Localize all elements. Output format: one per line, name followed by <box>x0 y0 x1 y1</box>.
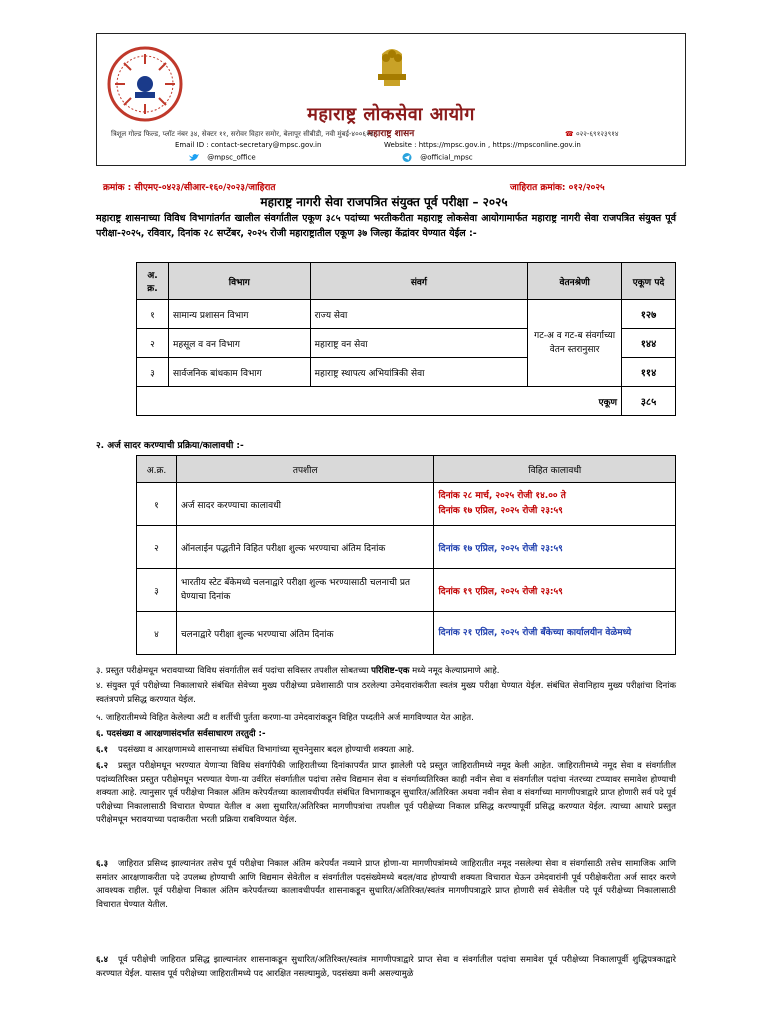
col-header-detail: तपशील <box>176 456 433 483</box>
total-row <box>137 387 676 416</box>
clause-6-2 <box>96 760 676 828</box>
paragraph-6-heading: ६. पदसंख्या व आरक्षणासंदर्भात सर्वसाधारण तरतुदी :- <box>96 729 266 739</box>
period-cell: दिनांक १९ एप्रिल, २०२५ रोजी २३:५९ <box>434 569 676 612</box>
clause-text: जाहिरात प्रसिध्द झाल्यानंतर तसेच पूर्व परीक्षेचा निकाल अंतिम करेपर्यंत नव्याने प्राप्त होणा-या मागणीपत्रांमध्ये जाहिरातीत नमूद नसलेल्या सेवा व संवर्गासाठी तसेच सामाजिक आणि समांतर आरक्षणाकरीता पदे उपलब्ध होण्याची आणि विद्यमान सेवेतील व संवर्गातील पदसंख्येमध्ये बदल/वाढ होण्याची शक्यता विचारात घेऊन उमेदवारांनी पूर्व परीक्षेकरीता अर्ज सादर करणे आवश्यक राहील. पूर्व परीक्षेचा निकाल अंतिम करेपर्यंतच्या कालावधीपर्यंत शासनाकडून सुधारित/अतिरिक्त/स्वतंत्र मागणीपत्राद्वारे प्राप्त होणारी सर्व सेवेतील पदे पूर्व परीक्षेच्या निकालासाठी विचारात घेण्यात येतील. <box>96 859 676 910</box>
reference-number: क्रमांक : सीएमए-०४२३/सीआर-१६०/२०२३/जाहिरात <box>103 183 276 193</box>
clause-number: ६.२ <box>96 761 109 771</box>
department-cell: सामान्य प्रशासन विभाग <box>168 300 310 329</box>
phone-number <box>565 130 619 139</box>
period-cell: दिनांक २१ एप्रिल, २०२५ रोजी बँकेच्या कार्यालयीन वेळेमध्ये <box>434 612 676 655</box>
clause-number: ६.४ <box>96 955 109 965</box>
period-cell: दिनांक १७ एप्रिल, २०२५ रोजी २३:५९ <box>434 526 676 569</box>
table-row <box>137 569 676 612</box>
detail-cell: चलनाद्वारे परीक्षा शुल्क भरण्याचा अंतिम दिनांक <box>176 612 433 655</box>
serial-cell: २ <box>137 526 177 569</box>
twitter-icon <box>189 153 199 162</box>
serial-cell: ४ <box>137 612 177 655</box>
telegram-handle[interactable] <box>402 153 473 162</box>
table-header-row <box>137 263 676 300</box>
cadre-cell: महाराष्ट्र स्थापत्य अभियांत्रिकी सेवा <box>310 358 528 387</box>
col-header-cadre: संवर्ग <box>310 263 528 300</box>
twitter-handle[interactable] <box>189 153 256 162</box>
col-header-serial: अ. क्र. <box>137 263 169 300</box>
office-address: त्रिशूल गोल्ड फिल्ड, प्लॉट नंबर ३४, सेक्टर ११, सरोवर विहार समोर, बेलापूर सीबीडी, नवी मुंबई-४००६१४ <box>111 130 374 138</box>
telegram-icon <box>402 153 412 162</box>
clause-6-1 <box>96 744 676 758</box>
clause-text: पदसंख्या व आरक्षणामध्ये शासनाच्या संबंधित विभागांच्या सूचनेनुसार बदल होण्याची शक्यता आहे. <box>118 745 415 755</box>
serial-cell: ३ <box>137 358 169 387</box>
telegram-text: @official_mpsc <box>420 153 473 162</box>
clause-number: ६.१ <box>96 745 109 755</box>
table-row <box>137 483 676 526</box>
twitter-text: @mpsc_office <box>207 153 256 162</box>
col-header-department: विभाग <box>168 263 310 300</box>
paragraph-3-tail: मध्ये नमूद केल्याप्रमाणे आहे. <box>412 666 500 676</box>
department-cell: महसूल व वन विभाग <box>168 329 310 358</box>
schedule-table <box>136 455 676 655</box>
annexure-link: परिशिष्ट-एक <box>371 666 410 676</box>
total-value: ३८५ <box>622 387 676 416</box>
website-link[interactable]: Website : https://mpsc.gov.in , https://mpsconline.gov.in <box>384 141 581 149</box>
col-header-total-posts: एकूण पदे <box>622 263 676 300</box>
table-row <box>137 612 676 655</box>
phone-text: ०२२-६९१२३९१४ <box>575 130 619 138</box>
posts-count-cell: ११४ <box>622 358 676 387</box>
col-header-pay-scale: वेतनश्रेणी <box>528 263 622 300</box>
detail-cell: अर्ज सादर करण्याचा कालावधी <box>176 483 433 526</box>
cadre-cell: राज्य सेवा <box>310 300 528 329</box>
section-2-heading: २. अर्ज सादर करण्याची प्रक्रिया/कालावधी :- <box>96 441 244 451</box>
posts-count-cell: १४४ <box>622 329 676 358</box>
col-header-serial: अ.क्र. <box>137 456 177 483</box>
period-start: दिनांक २८ मार्च, २०२५ रोजी १४.०० ते <box>438 491 566 501</box>
detail-cell: ऑनलाईन पद्धतीने विहित परीक्षा शुल्क भरण्याचा अंतिम दिनांक <box>176 526 433 569</box>
table-row <box>137 526 676 569</box>
posts-count-cell: १२७ <box>622 300 676 329</box>
table-header-row <box>137 456 676 483</box>
col-header-period: विहित कालावधी <box>434 456 676 483</box>
government-name: महाराष्ट्र शासन <box>367 129 415 139</box>
serial-cell: १ <box>137 300 169 329</box>
commission-name: महाराष्ट्र लोकसेवा आयोग <box>307 104 475 125</box>
intro-paragraph: महाराष्ट्र शासनाच्या विविध विभागांतर्गत खालील संवर्गातील एकूण ३८५ पदांच्या भरतीकरीता महाराष्ट्र लोकसेवा आयोगामार्फत महाराष्ट्र नागरी सेवा राजपत्रित संयुक्त पूर्व परीक्षा-२०२५, रविवार, दिनांक २८ सप्टेंबर, २०२५ रोजी महाराष्ट्रातील एकूण ३७ जिल्हा केंद्रांवर घेण्यात येईल :- <box>96 213 676 239</box>
clause-6-3 <box>96 858 676 912</box>
clause-text: पूर्व परीक्षेची जाहिरात प्रसिद्ध झाल्यानंतर शासनाकडून सुधारित/अतिरिक्त/स्वतंत्र मागणीपत्राद्वारे प्राप्त सेवा व संवर्गातील पदांचा समावेश पूर्व परीक्षेच्या निकालापूर्वी शुद्धिपत्रकाद्वारे करण्यात येईल. यास्तव पूर्व परीक्षेच्या जाहिरातीमध्ये पद आरक्षित नसल्यामुळे, पदसंख्या कमी असल्यामुळे <box>96 955 676 979</box>
serial-cell: २ <box>137 329 169 358</box>
clause-6-4 <box>96 954 676 981</box>
period-cell <box>434 483 676 526</box>
national-emblem-icon <box>372 44 412 92</box>
posts-table <box>136 262 676 416</box>
paragraph-3-text: ३. प्रस्तुत परीक्षेमधून भरावयाच्या विविध संवर्गातील सर्व पदांचा सविस्तर तपशील सोबतच्या <box>96 666 369 676</box>
phone-icon: ☎ <box>565 130 574 138</box>
paragraph-3 <box>96 665 676 679</box>
letterhead <box>96 33 686 166</box>
cadre-cell: महाराष्ट्र वन सेवा <box>310 329 528 358</box>
serial-cell: १ <box>137 483 177 526</box>
clause-number: ६.३ <box>96 859 109 869</box>
table-row <box>137 300 676 329</box>
paragraph-5: ५. जाहिरातीमध्ये विहित केलेल्या अटी व शर्तीची पुर्तता करणा-या उमेदवारांकडून विहित पध्दतीने अर्ज मागविण्यात येत आहेत. <box>96 713 474 723</box>
exam-title: महाराष्ट्र नागरी सेवा राजपत्रित संयुक्त पूर्व परीक्षा – २०२५ <box>260 195 508 209</box>
clause-text: प्रस्तुत परीक्षेमधून भरण्यात येणाऱ्या विविध संवर्गापैकी जाहिरातीच्या दिनांकापर्यंत प्राप्त झालेली पदे प्रस्तुत जाहिरातीमध्ये नमूद केली आहेत. जाहिरातीमध्ये नमूद सेवा व संवर्गातील पदांव्यतिरिक्त प्रस्तुत परीक्षेमधून भरण्यात येणा-या उर्वरित संवर्गातील पदांचा तसेच विद्यमान सेवा व संवर्गाव्यतिरिक्त काही नवीन सेवा व संवर्गातील पदांचा नंतरच्या टप्प्यावर समावेश होण्याची शक्यता आहे. त्यानुसार पूर्व परीक्षेचा निकाल अंतिम करेपर्यंतच्या कालावधीपर्यंत संबंधित विभागाकडून सुधारित/अतिरिक्त अथवा नवीन सेवा व संवर्गाच्या मागणीपत्राद्वारे प्राप्त होणारी सर्व पदे पूर्व परीक्षेच्या निकालासाठी विचारात घेण्यात येतील व अशा सुधारित/अतिरिक्त मागणीपत्रांचा तपशील पूर्व परीक्षेच्या निकाल प्रसिद्ध करण्यापूर्वी प्रसिद्ध करण्यात येईल. त्याच्या आधारे प्रस्तुत परीक्षेमधून भरावयाच्या पदाकरीता भरती प्रक्रिया राबविण्यात येईल. <box>96 761 676 825</box>
pay-scale-cell: गट-अ व गट-ब संवर्गाच्या वेतन स्तरानुसार <box>528 300 622 387</box>
detail-cell: भारतीय स्टेट बँकेमध्ये चलनाद्वारे परीक्षा शुल्क भरण्यासाठी चलनाची प्रत घेण्याचा दिनांक <box>176 569 433 612</box>
total-label: एकूण <box>137 387 622 416</box>
period-end: दिनांक १७ एप्रिल, २०२५ रोजी २३:५९ <box>438 506 563 516</box>
paragraph-4: ४. संयुक्त पूर्व परीक्षेच्या निकालाधारे संबंधित सेवेच्या मुख्य परीक्षेच्या प्रवेशासाठी पात्र ठरलेल्या उमेदवारांकरीता स्वतंत्र मुख्य परीक्षा घेण्यात येईल. संबंधित सेवानिहाय मुख्य परीक्षांचा दिनांक स्वतंत्रपणे प्रसिद्ध करण्यात येईल. <box>96 681 676 705</box>
email-link[interactable]: Email ID : contact-secretary@mpsc.gov.in <box>175 141 322 149</box>
serial-cell: ३ <box>137 569 177 612</box>
department-cell: सार्वजनिक बांधकाम विभाग <box>168 358 310 387</box>
advertisement-number: जाहिरात क्रमांक: ०१२/२०२५ <box>510 183 605 193</box>
